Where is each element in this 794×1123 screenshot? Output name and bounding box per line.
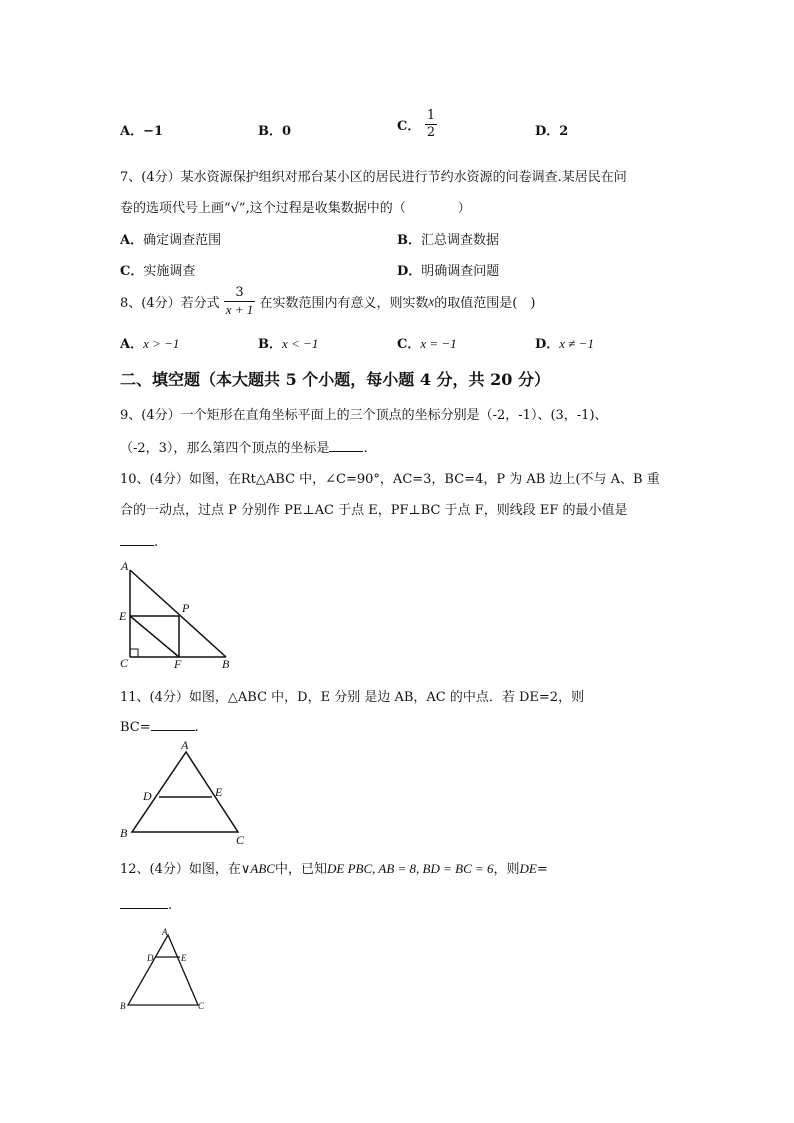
q10-label-e: E	[119, 609, 127, 623]
q8-option-c: C．x = −1	[397, 336, 457, 352]
q8-option-b: B．x < −1	[258, 336, 319, 352]
q11-line1: 11、(4分）如图，△ABC 中，D，E 分别 是边 AB，AC 的中点．若 DE=2，则	[120, 690, 585, 705]
q6-option-c: C． $\frac{1}{2}$	[397, 108, 436, 140]
q12-answer-blank[interactable]	[120, 896, 168, 909]
q10-answer-blank[interactable]	[120, 533, 154, 546]
q9-answer-blank[interactable]	[329, 439, 363, 452]
q11-label-a: A	[181, 738, 189, 752]
q12-label-b: B	[120, 1001, 126, 1011]
q12-label-c: C	[198, 1001, 205, 1011]
q9-line1: 9、(4分）一个矩形在直角坐标平面上的三个顶点的坐标分别是（-2，-1）、(3，-1)、	[120, 408, 608, 423]
q11-line2: BC= .	[120, 720, 199, 735]
q7-option-a: A．确定调查范围	[120, 233, 222, 248]
q10-side-ab	[130, 570, 226, 657]
q8-option-a: A．x > −1	[120, 336, 180, 352]
q8-fraction: $\frac{3}{x + 1}$	[225, 285, 254, 317]
q10-figure	[112, 558, 242, 670]
q11-label-c: C	[236, 833, 245, 847]
q7-option-c: C．实施调查	[120, 264, 196, 279]
q11-figure	[114, 736, 254, 848]
q10-label-a: A	[121, 559, 129, 573]
q11-answer-blank[interactable]	[151, 718, 195, 731]
q11-label-d: D	[143, 789, 152, 803]
q8-option-d: D．x ≠ −1	[535, 336, 594, 352]
q10-label-c: C	[120, 656, 129, 670]
q7-option-b: B．汇总调查数据	[397, 233, 500, 248]
q12-answer-line: .	[120, 896, 172, 913]
q7-option-d: D．明确调查问题	[397, 264, 500, 279]
q11-label-e: E	[215, 785, 223, 799]
q10-label-p: P	[182, 601, 190, 615]
q12-figure	[116, 925, 216, 1013]
q10-label-f: F	[174, 657, 182, 670]
q12-label-e: E	[181, 953, 187, 963]
q12-triangle	[128, 935, 198, 1005]
q10-label-b: B	[222, 657, 230, 670]
section-title-fill-in: 二、填空题（本大题共 5 个小题，每小题 4 分，共 20 分）	[120, 370, 550, 389]
q12-stem: 12、(4分）如图，在∨ABC中，已知DE PBC, AB = 8, BD = BC = 6，则DE=	[120, 861, 548, 877]
q10-line2: 合的一动点，过点 P 分别作 PE⊥AC 于点 E，PF⊥BC 于点 F，则线段 EF 的最小值是	[120, 503, 628, 518]
q12-label-a: A	[162, 927, 168, 937]
q10-right-angle-mark	[130, 649, 138, 657]
q12-label-d: D	[147, 953, 154, 963]
q6-option-c-fraction: $\frac{1}{2}$	[426, 108, 436, 140]
q10-segment-ef	[130, 616, 179, 657]
q6-option-a: A．−1	[120, 124, 164, 139]
q10-answer-line: .	[120, 533, 158, 550]
q7-line2: 卷的选项代号上画“√”,这个过程是收集数据中的（ ）	[120, 201, 471, 216]
q6-option-b: B．0	[258, 124, 292, 139]
q8-stem: 8、(4分）若分式 $\frac{3}{x + 1}$ 在实数范围内有意义，则实数x的取值范围是( )	[120, 285, 536, 317]
q6-option-d: D．2	[535, 124, 569, 139]
q11-label-b: B	[120, 826, 128, 840]
q7-line1: 7、(4分）某水资源保护组织对邢台某小区的居民进行节约水资源的问卷调查.某居民在问	[120, 170, 627, 185]
q10-line1: 10、(4分）如图，在Rt△ABC 中，∠C=90°，AC=3，BC=4，P 为 AB 边上(不与 A、B 重	[120, 472, 660, 487]
q9-line2: （-2，3），那么第四个顶点的坐标是 .	[120, 441, 368, 456]
